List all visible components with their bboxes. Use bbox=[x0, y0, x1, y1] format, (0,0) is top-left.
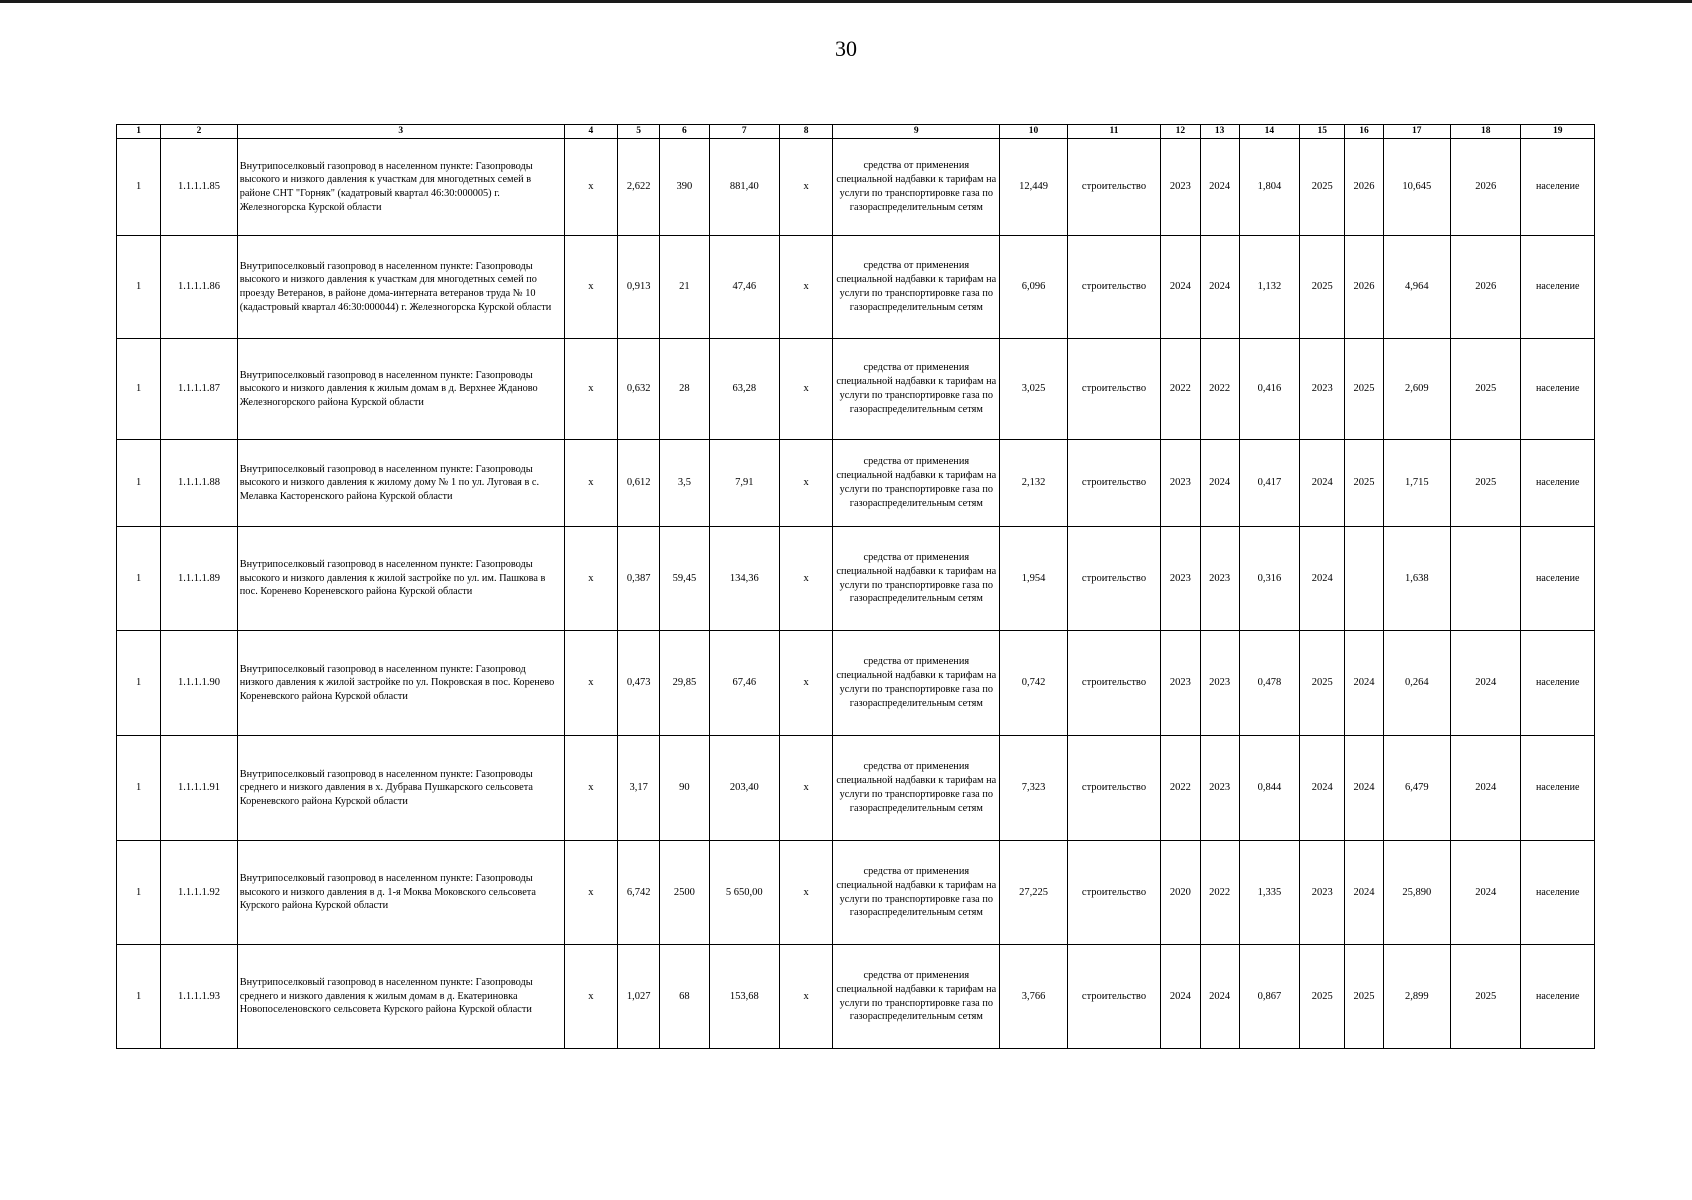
group-number-cell: 1 bbox=[117, 339, 161, 440]
group-number-cell: 1 bbox=[117, 527, 161, 631]
column-7-cell: 5 650,00 bbox=[709, 841, 779, 945]
work-type-cell: строительство bbox=[1067, 736, 1161, 841]
column-number-1: 1 bbox=[117, 125, 161, 139]
item-code-cell: 1.1.1.1.93 bbox=[161, 945, 237, 1049]
construction-end-year-cell: 2024 bbox=[1345, 841, 1383, 945]
commissioning-year-cell: 2025 bbox=[1451, 339, 1521, 440]
column-number-8: 8 bbox=[779, 125, 832, 139]
column-8-cell: х bbox=[779, 527, 832, 631]
total-cost-cell: 6,096 bbox=[1000, 236, 1067, 339]
funding-source-cell: средства от применения специальной надбавки к тарифам на услуги по транспортировке газа по газораспределительным сетям bbox=[833, 527, 1000, 631]
item-code-cell: 1.1.1.1.92 bbox=[161, 841, 237, 945]
group-number-cell: 1 bbox=[117, 945, 161, 1049]
length-cell: 0,473 bbox=[618, 631, 660, 736]
object-description-cell: Внутрипоселковый газопровод в населенном пункте: Газопроводы среднего и низкого давления к жилым домам в д. Екатериновка Новопоселеновского сельсовета Курского района Курской области bbox=[237, 945, 564, 1049]
item-code-cell: 1.1.1.1.86 bbox=[161, 236, 237, 339]
column-4-cell: х bbox=[564, 736, 617, 841]
funding-source-cell: средства от применения специальной надбавки к тарифам на услуги по транспортировке газа по газораспределительным сетям bbox=[833, 841, 1000, 945]
design-cost-cell: 1,804 bbox=[1239, 139, 1299, 236]
design-cost-cell: 0,417 bbox=[1239, 440, 1299, 527]
design-end-year-cell: 2024 bbox=[1200, 139, 1239, 236]
commissioning-year-cell bbox=[1451, 527, 1521, 631]
length-cell: 2,622 bbox=[618, 139, 660, 236]
purpose-cell: население bbox=[1521, 339, 1595, 440]
column-6-cell: 3,5 bbox=[660, 440, 709, 527]
work-type-cell: строительство bbox=[1067, 841, 1161, 945]
column-6-cell: 90 bbox=[660, 736, 709, 841]
length-cell: 3,17 bbox=[618, 736, 660, 841]
design-end-year-cell: 2022 bbox=[1200, 339, 1239, 440]
column-8-cell: х bbox=[779, 236, 832, 339]
total-cost-cell: 27,225 bbox=[1000, 841, 1067, 945]
commissioning-year-cell: 2024 bbox=[1451, 841, 1521, 945]
construction-end-year-cell: 2026 bbox=[1345, 236, 1383, 339]
work-type-cell: строительство bbox=[1067, 339, 1161, 440]
column-number-5: 5 bbox=[618, 125, 660, 139]
item-code-cell: 1.1.1.1.85 bbox=[161, 139, 237, 236]
column-number-13: 13 bbox=[1200, 125, 1239, 139]
construction-cost-cell: 1,715 bbox=[1383, 440, 1450, 527]
design-cost-cell: 0,316 bbox=[1239, 527, 1299, 631]
column-7-cell: 881,40 bbox=[709, 139, 779, 236]
design-start-year-cell: 2023 bbox=[1161, 631, 1200, 736]
work-type-cell: строительство bbox=[1067, 631, 1161, 736]
commissioning-year-cell: 2024 bbox=[1451, 736, 1521, 841]
column-8-cell: х bbox=[779, 736, 832, 841]
total-cost-cell: 3,766 bbox=[1000, 945, 1067, 1049]
funding-source-cell: средства от применения специальной надбавки к тарифам на услуги по транспортировке газа по газораспределительным сетям bbox=[833, 339, 1000, 440]
column-6-cell: 21 bbox=[660, 236, 709, 339]
work-type-cell: строительство bbox=[1067, 945, 1161, 1049]
construction-end-year-cell: 2026 bbox=[1345, 139, 1383, 236]
construction-start-year-cell: 2023 bbox=[1300, 339, 1345, 440]
funding-source-cell: средства от применения специальной надбавки к тарифам на услуги по транспортировке газа по газораспределительным сетям bbox=[833, 631, 1000, 736]
construction-start-year-cell: 2023 bbox=[1300, 841, 1345, 945]
column-number-10: 10 bbox=[1000, 125, 1067, 139]
column-4-cell: х bbox=[564, 236, 617, 339]
object-description-cell: Внутрипоселковый газопровод в населенном пункте: Газопроводы высокого и низкого давления к жилым домам в д. Верхнее Жданово Железногорского района Курской области bbox=[237, 339, 564, 440]
table-row bbox=[117, 339, 1595, 440]
column-7-cell: 63,28 bbox=[709, 339, 779, 440]
total-cost-cell: 1,954 bbox=[1000, 527, 1067, 631]
design-end-year-cell: 2023 bbox=[1200, 736, 1239, 841]
length-cell: 6,742 bbox=[618, 841, 660, 945]
column-number-2: 2 bbox=[161, 125, 237, 139]
column-8-cell: х bbox=[779, 945, 832, 1049]
construction-start-year-cell: 2024 bbox=[1300, 736, 1345, 841]
column-number-15: 15 bbox=[1300, 125, 1345, 139]
purpose-cell: население bbox=[1521, 736, 1595, 841]
design-start-year-cell: 2024 bbox=[1161, 945, 1200, 1049]
object-description-cell: Внутрипоселковый газопровод в населенном пункте: Газопроводы высокого и низкого давления к жилому дому № 1 по ул. Луговая в с. Мелавка Касторенского района Курской области bbox=[237, 440, 564, 527]
item-code-cell: 1.1.1.1.88 bbox=[161, 440, 237, 527]
design-cost-cell: 0,844 bbox=[1239, 736, 1299, 841]
purpose-cell: население bbox=[1521, 527, 1595, 631]
design-end-year-cell: 2024 bbox=[1200, 945, 1239, 1049]
design-cost-cell: 0,867 bbox=[1239, 945, 1299, 1049]
object-description-cell: Внутрипоселковый газопровод в населенном пункте: Газопроводы среднего и низкого давления в х. Дубрава Пушкарского сельсовета Кореневского района Курской области bbox=[237, 736, 564, 841]
table-row bbox=[117, 631, 1595, 736]
work-type-cell: строительство bbox=[1067, 236, 1161, 339]
length-cell: 0,387 bbox=[618, 527, 660, 631]
purpose-cell: население bbox=[1521, 236, 1595, 339]
construction-cost-cell: 6,479 bbox=[1383, 736, 1450, 841]
column-6-cell: 29,85 bbox=[660, 631, 709, 736]
design-cost-cell: 1,132 bbox=[1239, 236, 1299, 339]
length-cell: 0,612 bbox=[618, 440, 660, 527]
construction-cost-cell: 0,264 bbox=[1383, 631, 1450, 736]
column-6-cell: 390 bbox=[660, 139, 709, 236]
design-end-year-cell: 2024 bbox=[1200, 440, 1239, 527]
column-number-14: 14 bbox=[1239, 125, 1299, 139]
construction-cost-cell: 1,638 bbox=[1383, 527, 1450, 631]
purpose-cell: население bbox=[1521, 440, 1595, 527]
construction-end-year-cell: 2024 bbox=[1345, 631, 1383, 736]
table-row bbox=[117, 736, 1595, 841]
funding-source-cell: средства от применения специальной надбавки к тарифам на услуги по транспортировке газа по газораспределительным сетям bbox=[833, 945, 1000, 1049]
purpose-cell: население bbox=[1521, 631, 1595, 736]
column-number-7: 7 bbox=[709, 125, 779, 139]
table-row bbox=[117, 139, 1595, 236]
construction-cost-cell: 4,964 bbox=[1383, 236, 1450, 339]
purpose-cell: население bbox=[1521, 945, 1595, 1049]
construction-end-year-cell: 2025 bbox=[1345, 440, 1383, 527]
construction-cost-cell: 2,609 bbox=[1383, 339, 1450, 440]
column-number-17: 17 bbox=[1383, 125, 1450, 139]
table-row bbox=[117, 440, 1595, 527]
column-number-11: 11 bbox=[1067, 125, 1161, 139]
total-cost-cell: 0,742 bbox=[1000, 631, 1067, 736]
construction-end-year-cell: 2024 bbox=[1345, 736, 1383, 841]
total-cost-cell: 7,323 bbox=[1000, 736, 1067, 841]
length-cell: 0,632 bbox=[618, 339, 660, 440]
column-number-19: 19 bbox=[1521, 125, 1595, 139]
commissioning-year-cell: 2024 bbox=[1451, 631, 1521, 736]
column-7-cell: 153,68 bbox=[709, 945, 779, 1049]
column-4-cell: х bbox=[564, 440, 617, 527]
length-cell: 1,027 bbox=[618, 945, 660, 1049]
commissioning-year-cell: 2026 bbox=[1451, 236, 1521, 339]
total-cost-cell: 2,132 bbox=[1000, 440, 1067, 527]
table-row bbox=[117, 236, 1595, 339]
column-4-cell: х bbox=[564, 841, 617, 945]
object-description-cell: Внутрипоселковый газопровод в населенном пункте: Газопровод низкого давления к жилой застройке по ул. Покровская в пос. Коренево Кореневского района Курской области bbox=[237, 631, 564, 736]
table-body bbox=[117, 139, 1595, 1049]
design-start-year-cell: 2023 bbox=[1161, 440, 1200, 527]
construction-start-year-cell: 2025 bbox=[1300, 945, 1345, 1049]
group-number-cell: 1 bbox=[117, 139, 161, 236]
object-description-cell: Внутрипоселковый газопровод в населенном пункте: Газопроводы высокого и низкого давления в д. 1-я Моква Моковского сельсовета Курского района Курской области bbox=[237, 841, 564, 945]
length-cell: 0,913 bbox=[618, 236, 660, 339]
design-cost-cell: 0,478 bbox=[1239, 631, 1299, 736]
design-end-year-cell: 2022 bbox=[1200, 841, 1239, 945]
column-number-9: 9 bbox=[833, 125, 1000, 139]
column-number-row bbox=[117, 125, 1595, 139]
table-row bbox=[117, 527, 1595, 631]
total-cost-cell: 12,449 bbox=[1000, 139, 1067, 236]
design-start-year-cell: 2020 bbox=[1161, 841, 1200, 945]
design-end-year-cell: 2023 bbox=[1200, 527, 1239, 631]
column-number-12: 12 bbox=[1161, 125, 1200, 139]
column-number-4: 4 bbox=[564, 125, 617, 139]
work-type-cell: строительство bbox=[1067, 440, 1161, 527]
funding-source-cell: средства от применения специальной надбавки к тарифам на услуги по транспортировке газа по газораспределительным сетям bbox=[833, 736, 1000, 841]
gas-pipeline-table bbox=[116, 124, 1595, 1049]
construction-start-year-cell: 2024 bbox=[1300, 440, 1345, 527]
construction-end-year-cell: 2025 bbox=[1345, 945, 1383, 1049]
item-code-cell: 1.1.1.1.87 bbox=[161, 339, 237, 440]
construction-cost-cell: 10,645 bbox=[1383, 139, 1450, 236]
design-cost-cell: 0,416 bbox=[1239, 339, 1299, 440]
funding-source-cell: средства от применения специальной надбавки к тарифам на услуги по транспортировке газа по газораспределительным сетям bbox=[833, 236, 1000, 339]
design-cost-cell: 1,335 bbox=[1239, 841, 1299, 945]
construction-start-year-cell: 2025 bbox=[1300, 139, 1345, 236]
column-4-cell: х bbox=[564, 631, 617, 736]
commissioning-year-cell: 2026 bbox=[1451, 139, 1521, 236]
design-end-year-cell: 2024 bbox=[1200, 236, 1239, 339]
group-number-cell: 1 bbox=[117, 236, 161, 339]
column-7-cell: 67,46 bbox=[709, 631, 779, 736]
column-8-cell: х bbox=[779, 440, 832, 527]
column-6-cell: 59,45 bbox=[660, 527, 709, 631]
construction-start-year-cell: 2025 bbox=[1300, 631, 1345, 736]
purpose-cell: население bbox=[1521, 841, 1595, 945]
column-4-cell: х bbox=[564, 339, 617, 440]
column-4-cell: х bbox=[564, 139, 617, 236]
purpose-cell: население bbox=[1521, 139, 1595, 236]
design-start-year-cell: 2024 bbox=[1161, 236, 1200, 339]
item-code-cell: 1.1.1.1.89 bbox=[161, 527, 237, 631]
construction-start-year-cell: 2024 bbox=[1300, 527, 1345, 631]
construction-end-year-cell bbox=[1345, 527, 1383, 631]
column-4-cell: х bbox=[564, 527, 617, 631]
table-row bbox=[117, 945, 1595, 1049]
column-7-cell: 7,91 bbox=[709, 440, 779, 527]
design-start-year-cell: 2023 bbox=[1161, 527, 1200, 631]
column-number-6: 6 bbox=[660, 125, 709, 139]
group-number-cell: 1 bbox=[117, 440, 161, 527]
group-number-cell: 1 bbox=[117, 631, 161, 736]
total-cost-cell: 3,025 bbox=[1000, 339, 1067, 440]
page-number: 30 bbox=[835, 36, 857, 61]
commissioning-year-cell: 2025 bbox=[1451, 440, 1521, 527]
column-6-cell: 2500 bbox=[660, 841, 709, 945]
column-6-cell: 68 bbox=[660, 945, 709, 1049]
object-description-cell: Внутрипоселковый газопровод в населенном пункте: Газопроводы высокого и низкого давления к участкам для многодетных семей по проезду Ветеранов, в районе дома-интерната ветеранов труда № 10 (кадастровый квартал 46:30:000044) г. Железногорска Курской области bbox=[237, 236, 564, 339]
column-4-cell: х bbox=[564, 945, 617, 1049]
item-code-cell: 1.1.1.1.91 bbox=[161, 736, 237, 841]
object-description-cell: Внутрипоселковый газопровод в населенном пункте: Газопроводы высокого и низкого давления к жилой застройке по ул. им. Пашкова в пос. Коренево Кореневского района Курской области bbox=[237, 527, 564, 631]
work-type-cell: строительство bbox=[1067, 139, 1161, 236]
construction-start-year-cell: 2025 bbox=[1300, 236, 1345, 339]
design-end-year-cell: 2023 bbox=[1200, 631, 1239, 736]
work-type-cell: строительство bbox=[1067, 527, 1161, 631]
construction-cost-cell: 2,899 bbox=[1383, 945, 1450, 1049]
design-start-year-cell: 2023 bbox=[1161, 139, 1200, 236]
column-7-cell: 47,46 bbox=[709, 236, 779, 339]
top-border-line bbox=[0, 0, 1692, 3]
construction-cost-cell: 25,890 bbox=[1383, 841, 1450, 945]
column-8-cell: х bbox=[779, 139, 832, 236]
construction-end-year-cell: 2025 bbox=[1345, 339, 1383, 440]
column-8-cell: х bbox=[779, 339, 832, 440]
item-code-cell: 1.1.1.1.90 bbox=[161, 631, 237, 736]
group-number-cell: 1 bbox=[117, 841, 161, 945]
design-start-year-cell: 2022 bbox=[1161, 736, 1200, 841]
commissioning-year-cell: 2025 bbox=[1451, 945, 1521, 1049]
column-8-cell: х bbox=[779, 841, 832, 945]
column-6-cell: 28 bbox=[660, 339, 709, 440]
column-number-3: 3 bbox=[237, 125, 564, 139]
funding-source-cell: средства от применения специальной надбавки к тарифам на услуги по транспортировке газа по газораспределительным сетям bbox=[833, 440, 1000, 527]
design-start-year-cell: 2022 bbox=[1161, 339, 1200, 440]
column-7-cell: 134,36 bbox=[709, 527, 779, 631]
group-number-cell: 1 bbox=[117, 736, 161, 841]
column-8-cell: х bbox=[779, 631, 832, 736]
column-number-18: 18 bbox=[1451, 125, 1521, 139]
column-number-16: 16 bbox=[1345, 125, 1383, 139]
table-row bbox=[117, 841, 1595, 945]
funding-source-cell: средства от применения специальной надбавки к тарифам на услуги по транспортировке газа по газораспределительным сетям bbox=[833, 139, 1000, 236]
object-description-cell: Внутрипоселковый газопровод в населенном пункте: Газопроводы высокого и низкого давления к участкам для многодетных семей в районе СНТ "Горняк" (кадатровый квартал 46:30:000005) г. Железногорска Курской области bbox=[237, 139, 564, 236]
column-7-cell: 203,40 bbox=[709, 736, 779, 841]
